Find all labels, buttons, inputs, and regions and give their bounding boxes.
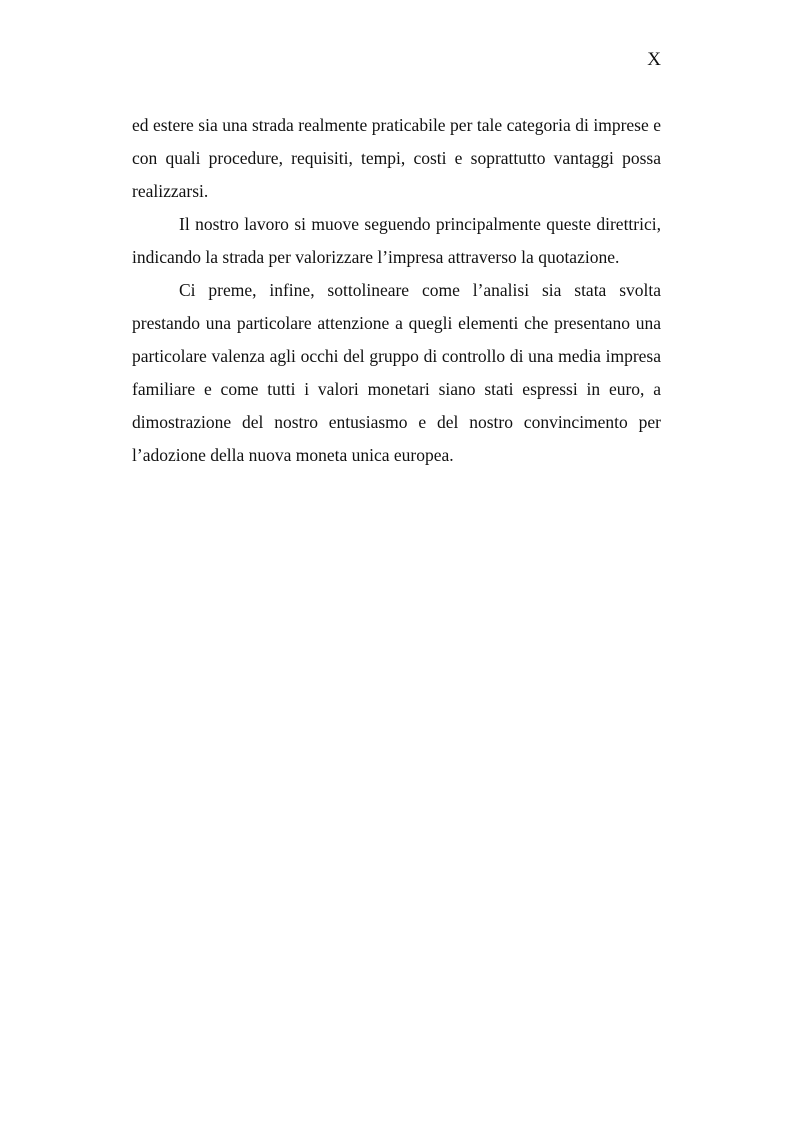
paragraph-analysis-note: Ci preme, infine, sottolineare come l’analisi sia stata svolta prestando una particolare attenzione a quegli elementi che presentano una particolare valenza agli occhi del gruppo di controllo di una media impresa familiare e come tutti i valori monetari siano stati espressi in euro, a dimostrazione del nostro entusiasmo e del nostro convincimento per l’adozione della nuova moneta unica europea.: [132, 280, 661, 465]
paragraph-continuation: ed estere sia una strada realmente praticabile per tale categoria di imprese e con quali procedure, requisiti, tempi, costi e soprattutto vantaggi possa realizzarsi.: [132, 115, 661, 201]
document-body: [132, 109, 661, 472]
paragraph-work-directions: Il nostro lavoro si muove seguendo principalmente queste direttrici, indicando la strada per valorizzare l’impresa attraverso la quotazione.: [132, 214, 661, 267]
page-number: X: [647, 49, 661, 70]
